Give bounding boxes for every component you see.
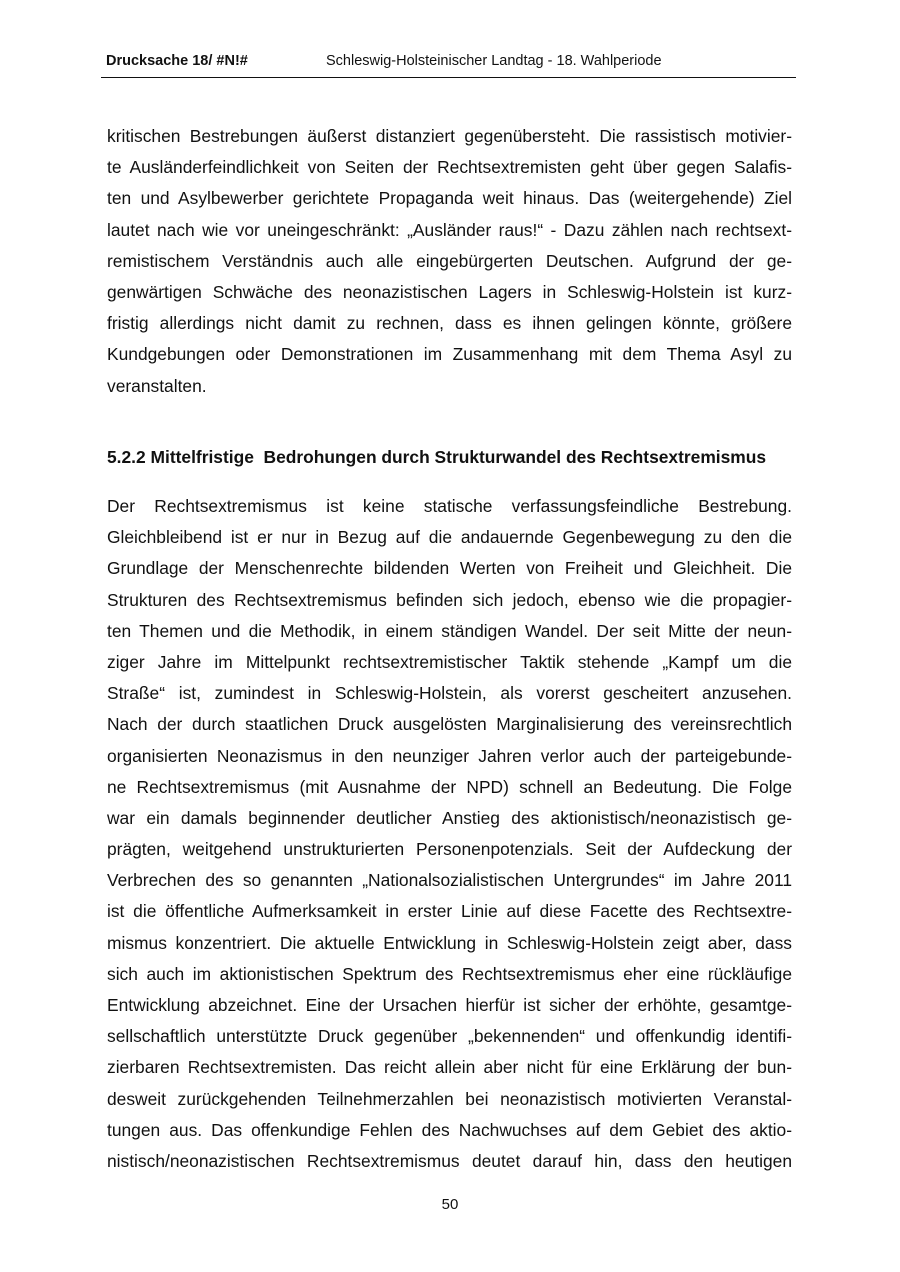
text-line: war ein damals beginnender deutlicher Anstieg des aktionistisch/neonazistisch ge-: [107, 807, 792, 828]
paragraph-intro: [107, 121, 792, 402]
header-title: Schleswig-Holsteinischer Landtag - 18. Wahlperiode: [326, 53, 662, 69]
page-number: 50: [441, 1196, 459, 1213]
text-line: Strukturen des Rechtsextremismus befinden sich jedoch, ebenso wie die propagier-: [107, 589, 792, 610]
text-line: mismus konzentriert. Die aktuelle Entwicklung in Schleswig-Holstein zeigt aber, dass: [107, 932, 792, 953]
text-line: Der Rechtsextremismus ist keine statische verfassungsfeindliche Bestrebung.: [107, 496, 792, 516]
text-line: Grundlage der Menschenrechte bildenden Werten von Freiheit und Gleichheit. Die: [107, 558, 792, 579]
text-line: Verbrechen des so genannten „Nationalsozialistischen Untergrundes“ im Jahre 2011: [107, 870, 792, 891]
text-line: ten und Asylbewerber gerichtete Propaganda weit hinaus. Das (weitergehende) Ziel: [107, 188, 792, 209]
text-line: ziger Jahre im Mittelpunkt rechtsextremistischer Taktik stehende „Kampf um die: [107, 651, 792, 672]
text-line: ten Themen und die Methodik, in einem ständigen Wandel. Der seit Mitte der neun-: [107, 620, 792, 641]
text-line: Nach der durch staatlichen Druck ausgelösten Marginalisierung des vereinsrechtlich: [107, 714, 792, 735]
text-line: fristig allerdings nicht damit zu rechnen, dass es ihnen gelingen könnte, größere: [107, 313, 792, 334]
text-line: prägten, weitgehend unstrukturierten Personenpotenzials. Seit der Aufdeckung der: [107, 839, 792, 860]
text-line: Gleichbleibend ist er nur in Bezug auf die andauernde Gegenbewegung zu den die: [107, 527, 792, 548]
section-heading: 5.2.2 Mittelfristige Bedrohungen durch Strukturwandel des Rechtsextremismus: [107, 447, 767, 467]
header-divider: [101, 77, 796, 78]
text-line: remistischem Verständnis auch alle eingebürgerten Deutschen. Aufgrund der ge-: [107, 250, 792, 271]
page-header: [104, 53, 794, 71]
text-line: Straße“ ist, zumindest in Schleswig-Holstein, als vorerst gescheitert anzusehen.: [107, 683, 792, 704]
text-line: ne Rechtsextremismus (mit Ausnahme der NPD) schnell an Bedeutung. Die Folge: [107, 776, 792, 797]
text-line: nistisch/neonazistischen Rechtsextremismus deutet darauf hin, dass den heutigen: [107, 1150, 792, 1171]
text-line: sich auch im aktionistischen Spektrum des Rechtsextremismus eher eine rückläufige: [107, 963, 792, 984]
text-line: lautet nach wie vor uneingeschränkt: „Ausländer raus!“ - Dazu zählen nach rechtsext-: [107, 219, 792, 240]
text-line: ist die öffentliche Aufmerksamkeit in erster Linie auf diese Facette des Rechtsextre-: [107, 901, 792, 922]
text-line: Kundgebungen oder Demonstrationen im Zusammenhang mit dem Thema Asyl zu: [107, 344, 792, 365]
text-line: sellschaftlich unterstützte Druck gegenüber „bekennenden“ und offenkundig identifi-: [107, 1026, 792, 1047]
text-line: tungen aus. Das offenkundige Fehlen des Nachwuchses auf dem Gebiet des aktio-: [107, 1119, 792, 1140]
text-line: organisierten Neonazismus in den neunziger Jahren verlor auch der parteigebunde-: [107, 745, 792, 766]
text-line: te Ausländerfeindlichkeit von Seiten der Rechtsextremisten geht über gegen Salafis-: [107, 157, 792, 178]
text-line: kritischen Bestrebungen äußerst distanziert gegenübersteht. Die rassistisch motivier-: [107, 126, 792, 146]
text-line: veranstalten.: [107, 375, 207, 396]
paragraph-main: [107, 491, 792, 1177]
text-line: Entwicklung abzeichnet. Eine der Ursachen hierfür ist sicher der erhöhte, gesamtge-: [107, 995, 792, 1015]
text-line: desweit zurückgehenden Teilnehmerzahlen bei neonazistisch motivierten Veranstal-: [107, 1088, 792, 1109]
document-number: Drucksache 18/ #N!#: [106, 53, 248, 69]
text-line: genwärtigen Schwäche des neonazistischen Lagers in Schleswig-Holstein ist kurz-: [107, 281, 792, 302]
text-line: zierbaren Rechtsextremisten. Das reicht allein aber nicht für eine Erklärung der bun-: [107, 1057, 792, 1078]
